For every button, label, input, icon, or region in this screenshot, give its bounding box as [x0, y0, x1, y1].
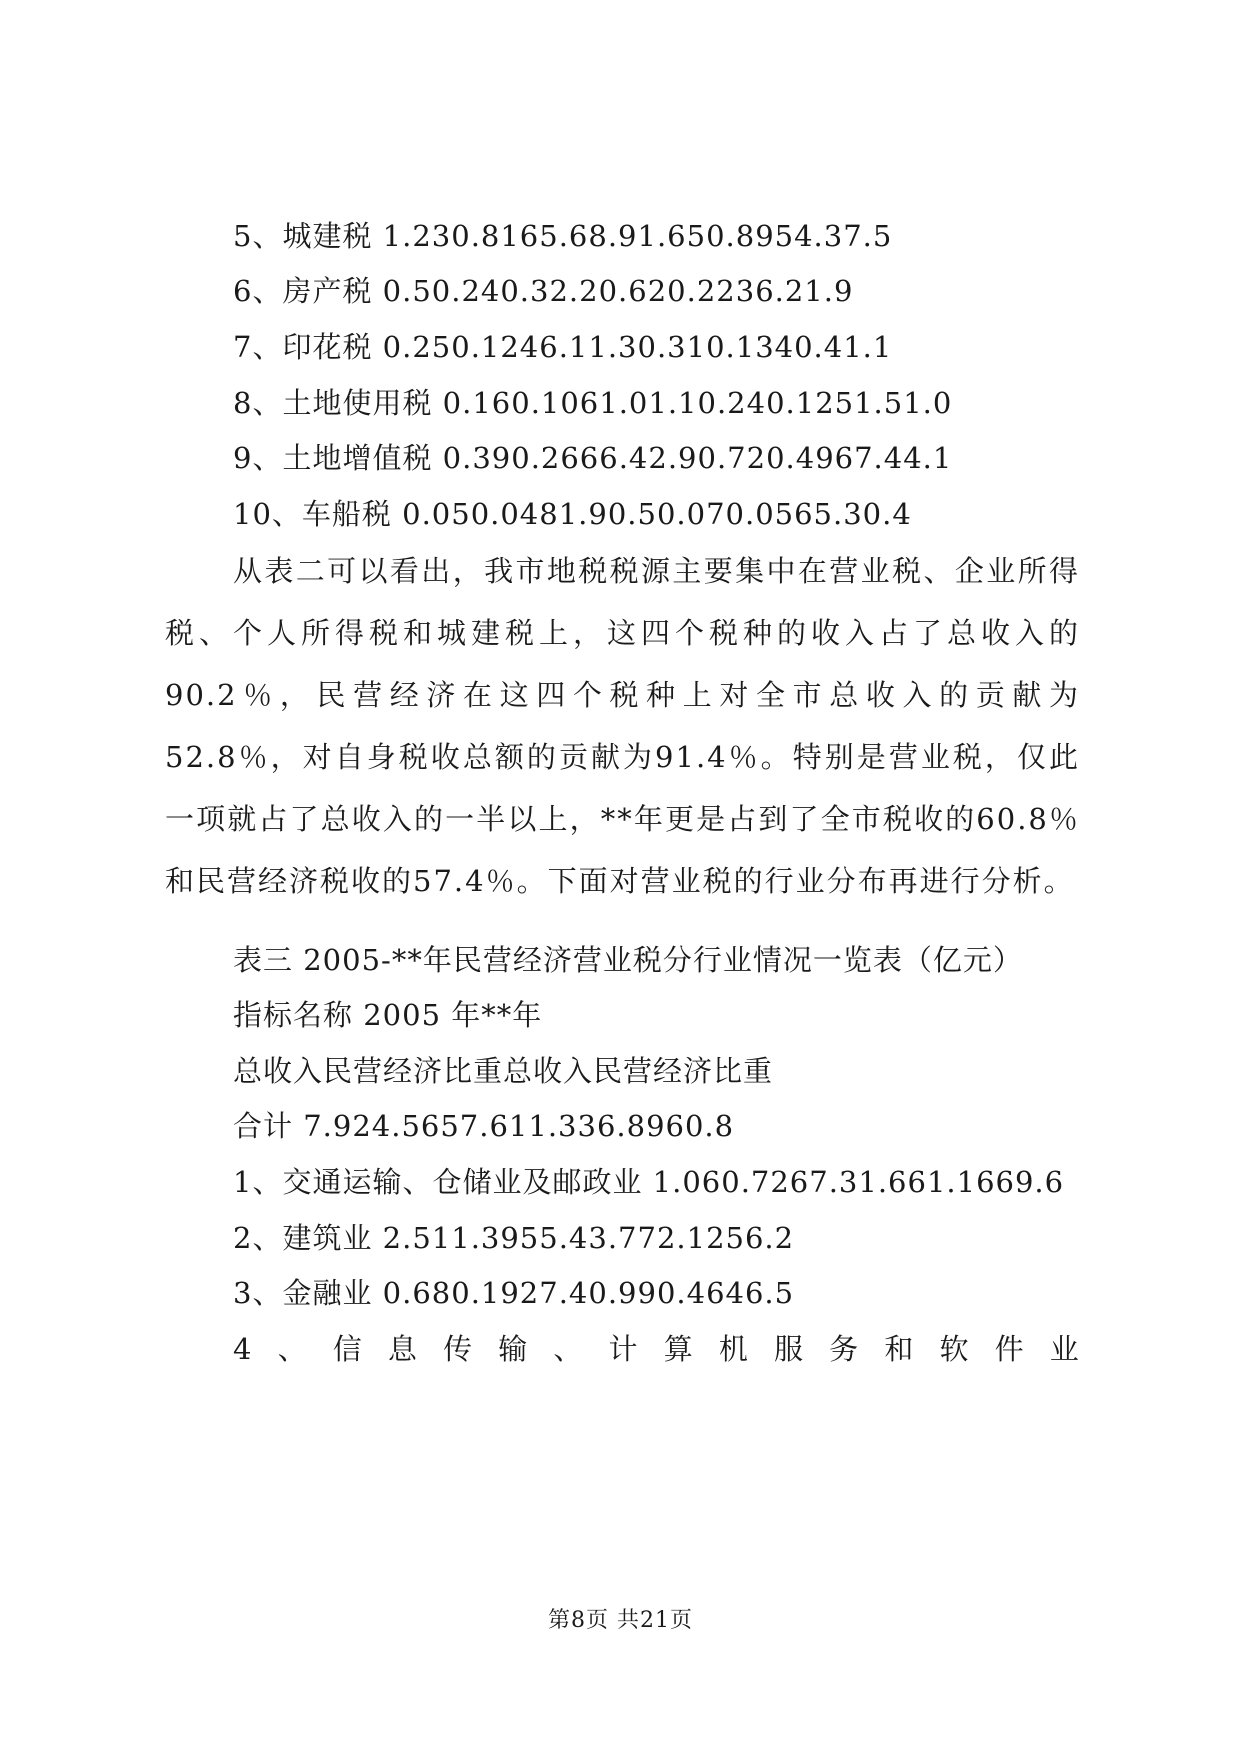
tax-line-10: 10、车船税 0.050.0481.90.50.070.0565.30.4	[233, 497, 912, 531]
table3-row-2: 2、建筑业 2.511.3955.43.772.1256.2	[233, 1221, 795, 1255]
table3-row-total: 合计 7.924.5657.611.336.8960.8	[233, 1109, 735, 1143]
page-footer: 第8页 共21页	[548, 1608, 693, 1633]
row-4-word: 软	[939, 1332, 969, 1366]
table3-row-4	[233, 1329, 1079, 1369]
table3-row-3: 3、金融业 0.680.1927.40.990.4646.5	[233, 1276, 795, 1310]
row-4-word: 、	[553, 1332, 583, 1366]
row-4-word: 务	[829, 1332, 859, 1366]
tax-line-7: 7、印花税 0.250.1246.11.30.310.1340.41.1	[233, 330, 893, 364]
row-4-word: 机	[718, 1332, 748, 1366]
table3-row-1: 1、交通运输、仓储业及邮政业 1.060.7267.31.661.1669.6	[233, 1165, 1065, 1199]
row-4-word: 计	[608, 1332, 638, 1366]
row-4-word: 算	[663, 1332, 693, 1366]
tax-line-6: 6、房产税 0.50.240.32.20.620.2236.21.9	[233, 274, 854, 308]
table3-header-1: 指标名称 2005 年**年	[233, 998, 543, 1032]
table3-header-2: 总收入民营经济比重总收入民营经济比重	[233, 1054, 774, 1088]
row-4-word: 息	[387, 1332, 417, 1366]
analysis-paragraph: 从表二可以看出，我市地税税源主要集中在营业税、企业所得税、个人所得税和城建税上，这四个税种的收入占了总收入的90.2％，民营经济在这四个税种上对全市总收入的贡献为52.8％，对自身税收总额的贡献为91.4％。特别是营业税，仅此一项就占了总收入的一半以上，**年更是占到了全市税收的60.8％和民营经济税收的57.4％。下面对营业税的行业分布再进行分析。	[165, 554, 1080, 898]
row-4-word: 服	[774, 1332, 804, 1366]
table3-title: 表三 2005-**年民营经济营业税分行业情况一览表（亿元）	[233, 943, 1023, 977]
row-4-word: 输	[498, 1332, 528, 1366]
tax-line-5: 5、城建税 1.230.8165.68.91.650.8954.37.5	[233, 219, 893, 253]
row-4-word: 4	[233, 1332, 252, 1366]
row-4-word: 传	[443, 1332, 473, 1366]
row-4-word: 业	[1049, 1332, 1079, 1366]
row-4-word: 信	[332, 1332, 362, 1366]
row-4-word: 、	[277, 1332, 307, 1366]
tax-line-8: 8、土地使用税 0.160.1061.01.10.240.1251.51.0	[233, 386, 953, 420]
row-4-word: 件	[994, 1332, 1024, 1366]
tax-line-9: 9、土地增值税 0.390.2666.42.90.720.4967.44.1	[233, 441, 953, 475]
row-4-word: 和	[884, 1332, 914, 1366]
